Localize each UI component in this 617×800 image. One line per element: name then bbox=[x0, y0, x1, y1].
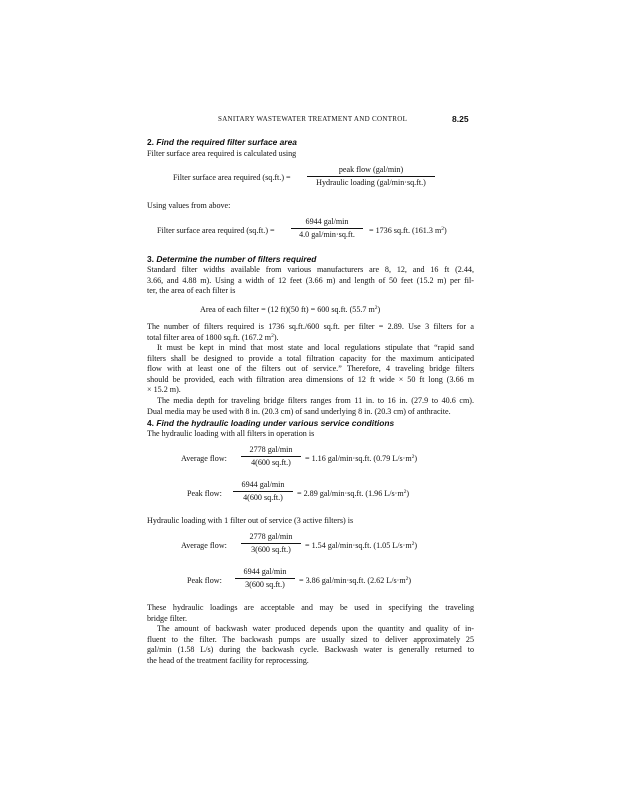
all-peak-label: Peak flow: bbox=[187, 489, 222, 498]
all-peak-fraction: 6944 gal/min 4(600 sq.ft.) bbox=[233, 480, 293, 503]
section-3-heading bbox=[147, 254, 316, 264]
formula-numerator: peak flow (gal/min) bbox=[338, 165, 404, 174]
section-4-intro: The hydraulic loading with all filters in operation is bbox=[147, 429, 315, 438]
section-2-intro: Filter surface area required is calculated using bbox=[147, 149, 297, 158]
calc-numerator: 6944 gal/min bbox=[305, 217, 349, 226]
out-peak-label: Peak flow: bbox=[187, 576, 222, 585]
out-avg-label: Average flow: bbox=[181, 541, 227, 550]
section-3-number: 3. bbox=[147, 254, 154, 264]
section-2-title: Find the required filter surface area bbox=[156, 137, 297, 147]
all-peak-result: = 2.89 gal/min·sq.ft. (1.96 $L/s\cdot m^2$) bbox=[297, 489, 410, 498]
section-3-paragraph-4: The media depth for traveling bridge filters ranges from 11 in. to 16 in. (27.9 to 40.6 cm). Dual media may be used with 8 in. (20.3 cm) of sand underlying 8 in. (20.3 cm) of anthracite. bbox=[147, 396, 474, 416]
section-3-paragraph-2: The number of filters required is 1736 sq.ft./600 sq.ft. per filter = 2.89. Use 3 filters for a total filter area of 1800 sq.ft. (167.2 $m^2$). bbox=[147, 322, 474, 342]
all-avg-result: = 1.16 gal/min·sq.ft. (0.79 $L/s\cdot m^2$) bbox=[305, 454, 418, 463]
fraction-bar bbox=[241, 543, 301, 544]
section-4-title: Find the hydraulic loading under various service conditions bbox=[156, 418, 395, 428]
fraction-bar bbox=[307, 176, 435, 177]
fraction-bar bbox=[291, 228, 363, 229]
fraction-bar bbox=[233, 491, 293, 492]
formula-denominator: Hydraulic loading (gal/min·sq.ft.) bbox=[316, 178, 426, 187]
all-avg-fraction: 2778 gal/min 4(600 sq.ft.) bbox=[241, 445, 301, 468]
formula-fraction bbox=[307, 165, 435, 188]
calc-lhs: Filter surface area required (sq.ft.) = bbox=[157, 226, 275, 235]
section-2-number: 2. bbox=[147, 137, 154, 147]
out-of-service-intro: Hydraulic loading with 1 filter out of service (3 active filters) is bbox=[147, 516, 354, 525]
section-4-heading bbox=[147, 418, 394, 428]
fraction-bar bbox=[235, 578, 295, 579]
area-equation: Area of each filter = (12 ft)(50 ft) = 600 sq.ft. (55.7 $m^2$) bbox=[200, 305, 381, 314]
section-4-number: 4. bbox=[147, 418, 154, 428]
calc-result: = 1736 sq.ft. (161.3 $m^2$) bbox=[369, 226, 447, 235]
section-4-paragraph-1: These hydraulic loadings are acceptable and may be used in specifying the traveling bridge filter. bbox=[147, 603, 474, 623]
using-values-text: Using values from above: bbox=[147, 201, 231, 210]
formula-lhs: Filter surface area required (sq.ft.) = bbox=[173, 173, 291, 182]
out-avg-fraction: 2778 gal/min 3(600 sq.ft.) bbox=[241, 532, 301, 555]
section-4-paragraph-2: The amount of backwash water produced depends upon the quantity and quality of in- fluent to the filter. The backwash pumps are usually sized to deliver approximately 25 gal/min (1.58 L/s) during the backwash cycle. Backwash water is generally returned to the head of the treatment facility for reprocessing. bbox=[147, 624, 474, 665]
section-3-paragraph-1: Standard filter widths available from various manufacturers are 8, 12, and 16 ft (2.44, 3.66, and 4.88 m). Using a width of 12 feet (3.66 m) and length of 50 feet (15.2 m) per fil- ter, the area of each filter is bbox=[147, 265, 474, 296]
all-avg-label: Average flow: bbox=[181, 454, 227, 463]
section-2-heading bbox=[147, 137, 297, 147]
fraction-bar bbox=[241, 456, 301, 457]
running-header: SANITARY WASTEWATER TREATMENT AND CONTROL bbox=[218, 115, 408, 123]
calc-denominator: 4.0 gal/min·sq.ft. bbox=[299, 230, 355, 239]
section-3-title: Determine the number of filters required bbox=[156, 254, 317, 264]
page-number: 8.25 bbox=[452, 114, 469, 124]
calc-fraction bbox=[291, 217, 363, 240]
out-peak-result: = 3.86 gal/min·sq.ft. (2.62 $L/s\cdot m^2$) bbox=[299, 576, 412, 585]
out-peak-fraction: 6944 gal/min 3(600 sq.ft.) bbox=[235, 567, 295, 590]
out-avg-result: = 1.54 gal/min·sq.ft. (1.05 $L/s\cdot m^2$) bbox=[305, 541, 418, 550]
section-3-paragraph-3: It must be kept in mind that most state and local regulations stipulate that “rapid sand filters shall be designed to provide a total filtration capacity for the maximum anticipated flow with at least one of the filters out of service.” Therefore, 4 traveling bridge filters should be provided, each with filtration area dimensions of 12 ft wide × 50 ft long (3.66 m × 15.2 m). bbox=[147, 343, 474, 395]
